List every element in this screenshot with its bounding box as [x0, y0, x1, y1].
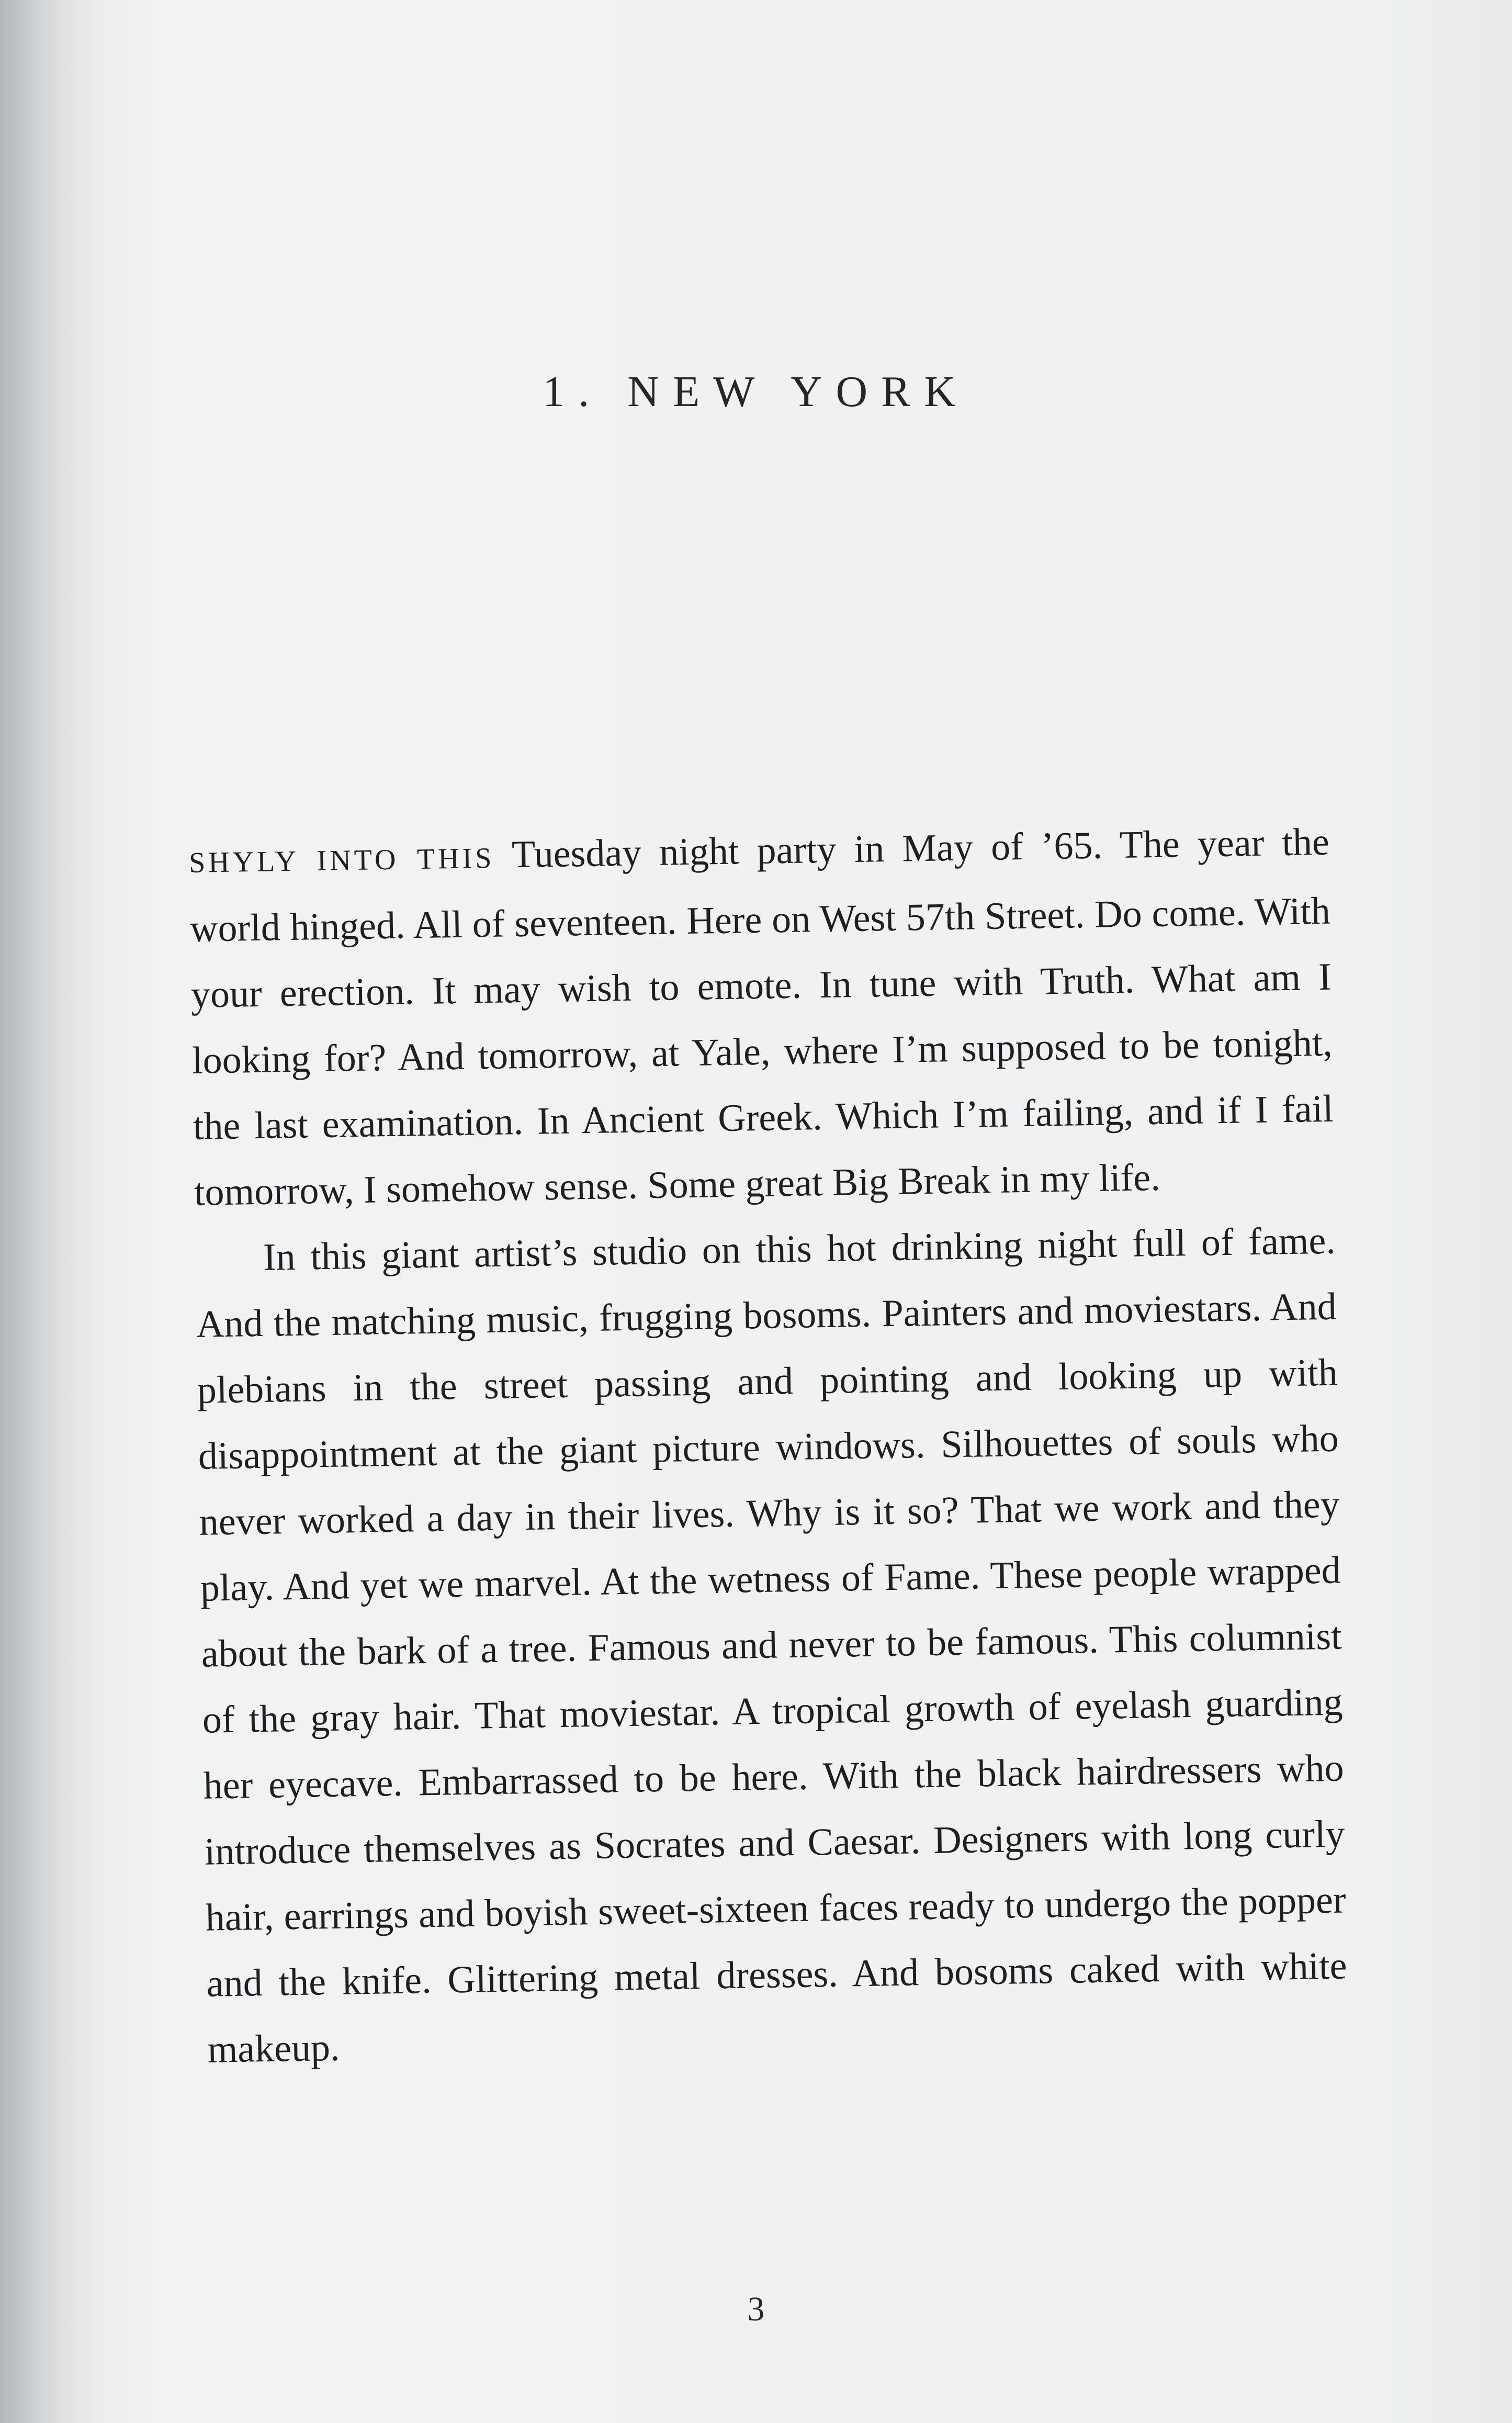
paragraph-1-text: Tuesday night party in May of ’65. The year the world hinged. All of seventeen. Here on West 57th Street. Do come. With your erection. It may wish to emote. In tune with Truth. What am I looking for? And tomorrow, at Yale, where I’m supposed to be tonight, the last examination. In Ancient Greek. Which I’m failing, and if I fail tomorrow, I somehow sense. Some great Big Break in my life.: [189, 820, 1334, 1214]
page-gutter-shadow: [0, 0, 78, 2423]
chapter-title: 1. NEW YORK: [543, 367, 969, 416]
page-number: 3: [747, 2290, 765, 2328]
paragraph-lead-smallcaps: SHYLY INTO THIS: [188, 842, 495, 879]
paragraph-2: In this giant artist’s studio on this hot drinking night full of fame. And the matching music, frugging bosoms. Painters and moviestars. And plebians in the street passing and pointing and looking up with disappointment at the giant picture windows. Silhouettes of souls who never worked a day in their lives. Why is it so? That we work and they play. And yet we marvel. At the wetness of Fame. These people wrapped about the bark of a tree. Famous and never to be famous. This columnist of the gray hair. That moviestar. A tropical growth of eyelash guarding her eyecave. Embarrassed to be here. With the black hairdressers who introduce themselves as Socrates and Caesar. Designers with long curly hair, earrings and boyish sweet-sixteen faces ready to undergo the popper and the knife. Glittering metal dresses. And bosoms caked with white makeup.: [196, 1219, 1348, 2071]
paragraph-1: [188, 809, 1335, 1226]
body-text: [188, 809, 1348, 2083]
